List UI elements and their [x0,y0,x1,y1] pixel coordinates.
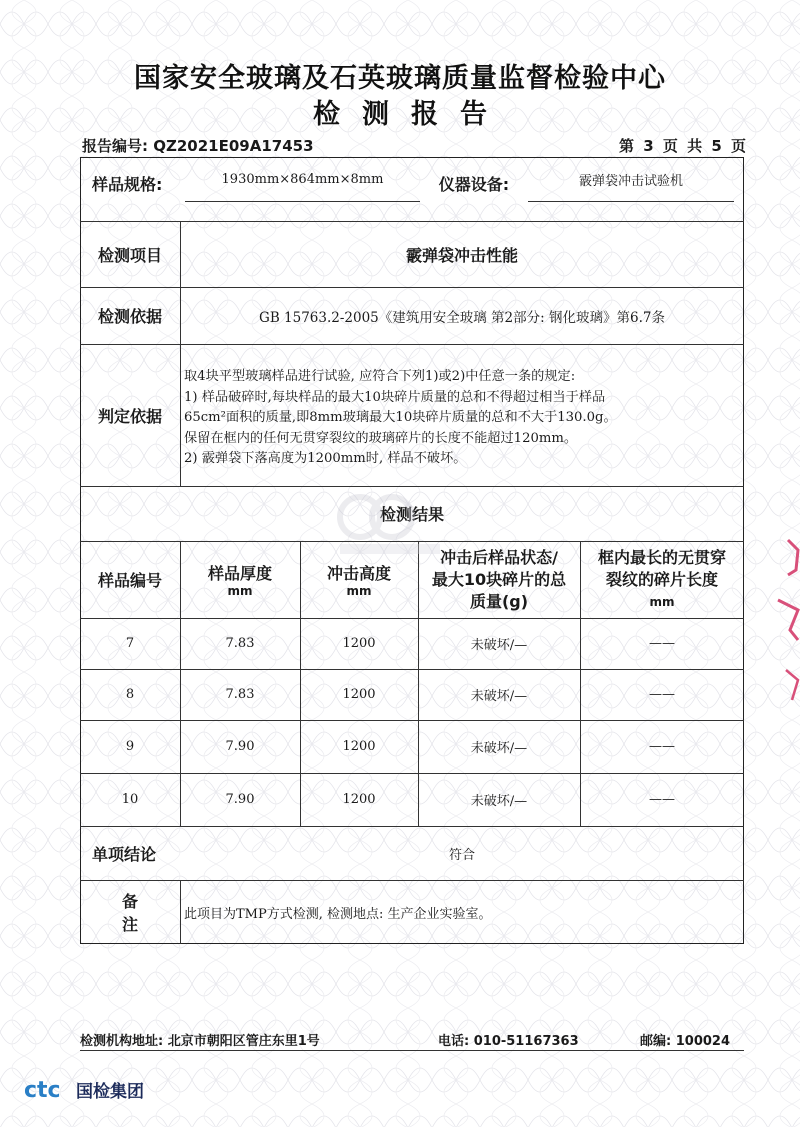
test-item-label: 检测项目 [97,245,162,265]
test-basis-value: GB 15763.2-2005《建筑用安全玻璃 第2部分: 钢化玻璃》第6.7条 [259,309,665,326]
sample-spec-value: 1930mm×864mm×8mm [221,171,384,187]
col-header-state-line: 冲击后样品状态/ [440,547,558,567]
conclusion-label: 单项结论 [92,844,157,864]
cell-height: 1200 [342,687,376,702]
cell-thickness: 7.83 [225,636,255,651]
criteria-line: 取4块平型玻璃样品进行试验, 应符合下列1)或2)中任意一条的规定: [184,369,576,384]
col-header-thickness-text: 样品厚度 [207,564,272,583]
footer-phone-label: 电话: [438,1034,470,1049]
equipment-label: 仪器设备: [438,174,510,194]
criteria-line: 保留在框内的任何无贯穿裂纹的玻璃碎片的长度不能超过120mm。 [184,430,578,446]
criteria-label: 判定依据 [97,406,162,426]
cell-length: —— [649,739,675,754]
footer-address [80,1030,320,1049]
footer-divider [80,1050,744,1051]
criteria-text [184,367,742,470]
col-header-length-line: 框内最长的无贯穿 [597,547,726,567]
report-number-label: 报告编号: [82,137,148,155]
report-number [82,135,314,156]
logo-mark: ctc [24,1078,61,1102]
report-title-org: 国家安全玻璃及石英玻璃质量监督检验中心 [134,63,666,94]
conclusion-value: 符合 [448,847,475,863]
cell-state: 未破坏/— [470,638,528,653]
divider [180,880,181,944]
equipment-underline [528,201,734,202]
cell-sample-no: 10 [121,792,139,807]
col-header-length [580,541,744,618]
col-header-state-line: 质量(g) [469,591,529,611]
footer-address-value: 北京市朝阳区管庄东里1号 [167,1034,320,1049]
cell-state: 未破坏/— [470,689,528,704]
col-header-thickness-unit: mm [227,584,253,598]
criteria-line: 2) 霰弹袋下落高度为1200mm时, 样品不破坏。 [184,451,467,466]
red-seal-stamp-icon [758,530,800,710]
logo-name: 国检集团 [76,1081,144,1102]
remarks-value: 此项目为TMP方式检测, 检测地点: 生产企业实验室。 [184,906,492,922]
col-header-height-text: 冲击高度 [326,564,391,583]
cell-length: —— [649,687,675,702]
criteria-line: 1) 样品破碎时,每块样品的最大10块碎片质量的总和不得超过相当于样品 [184,389,606,405]
footer-phone [438,1030,579,1049]
col-header-length-line: 裂纹的碎片长度 [605,569,718,589]
col-header-state-line: 最大10块碎片的总 [431,569,567,589]
footer-phone-value: 010-51167363 [473,1034,579,1049]
cell-state: 未破坏/— [470,741,528,756]
test-item-value: 霰弹袋冲击性能 [405,245,518,265]
cell-length: —— [649,792,675,807]
cell-thickness: 7.83 [225,687,255,702]
cell-thickness: 7.90 [225,792,255,807]
criteria-line: 65cm²面积的质量,即8mm玻璃最大10块碎片质量的总和不大于130.0g。 [184,410,617,425]
ctc-logo [24,1076,144,1102]
col-header-length-unit: mm [649,594,675,609]
page-indicator: 第 3 页 共 5 页 [619,137,748,155]
footer-address-label: 检测机构地址: [80,1034,164,1049]
sample-spec-underline [185,201,420,202]
cell-sample-no: 9 [125,739,135,754]
ctc-logo-icon [24,1076,70,1102]
remarks-label: 备 注 [121,892,160,934]
footer-postcode-value: 100024 [675,1034,731,1049]
sample-spec-label: 样品规格: [92,174,163,194]
ctc-watermark-icon [330,492,450,562]
cell-height: 1200 [342,636,376,651]
cell-thickness: 7.90 [225,739,255,754]
equipment-value: 霰弹袋冲击试验机 [578,173,683,189]
cell-state: 未破坏/— [470,794,528,809]
cell-height: 1200 [342,792,376,807]
col-header-thickness [180,541,300,618]
footer-postcode [640,1030,730,1049]
footer-postcode-label: 邮编: [640,1034,672,1049]
col-header-sample-no: 样品编号 [97,571,162,590]
cell-length: —— [649,636,675,651]
col-header-height-unit: mm [346,584,372,598]
results-title: 检测结果 [379,505,444,524]
report-title: 检测报告 [313,99,509,130]
cell-height: 1200 [342,739,376,754]
test-basis-label: 检测依据 [97,307,162,326]
cell-sample-no: 8 [125,687,135,702]
report-number-value: QZ2021E09A17453 [153,137,314,155]
cell-sample-no: 7 [125,636,135,651]
